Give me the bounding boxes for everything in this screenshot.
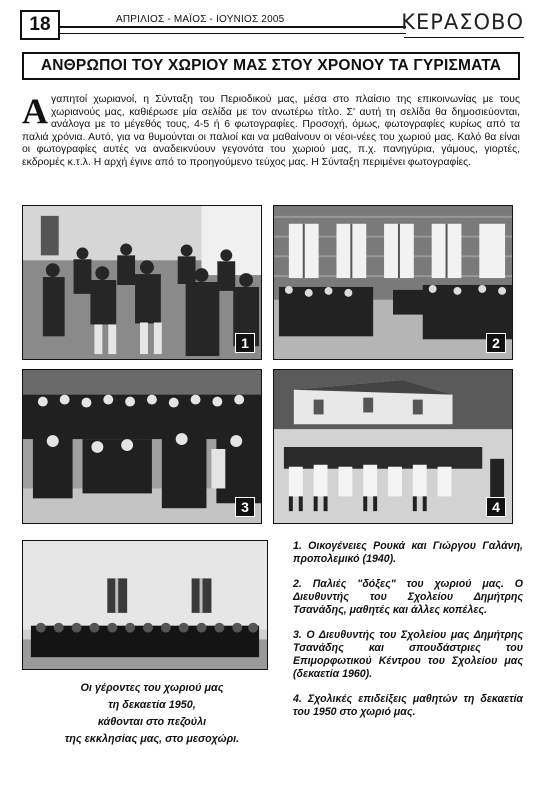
caption-4: 4. Σχολικές επιδείξεις μαθητών τη δεκαετία του 1950 στο χωριό μας. [293,693,523,718]
drop-cap: Α [22,91,48,131]
photo-2 [273,205,513,360]
masthead-rule [404,37,524,38]
photo-4-badge: 4 [486,497,506,517]
photo-1 [22,205,262,360]
header-rule-thin [56,33,406,34]
photo-3 [22,369,262,524]
photo-5-caption [30,680,274,748]
photo-captions [293,540,523,731]
photo-5-caption-line: τη δεκαετία 1950, [108,699,196,711]
photo-5-caption-line: Οι γέροντες του χωριού μας [80,682,224,694]
photo-2-image [274,206,512,359]
photo-4 [273,369,513,524]
photo-3-badge: 3 [235,497,255,517]
issue-date: ΑΠΡΙΛΙΟΣ - ΜΑΪΟΣ - ΙΟΥΝΙΟΣ 2005 [112,14,288,25]
photo-5-caption-line: κάθονται στο πεζούλι [97,716,207,728]
photo-1-badge: 1 [235,333,255,353]
photo-4-image [274,370,512,523]
photo-5-caption-line: της εκκλησίας μας, στο μεσοχώρι. [64,733,240,745]
caption-3: 3. Ο Διευθυντής του Σχολείου μας Δημήτρης Τσανάδης και σπουδάστριες του Επιμορφωτικού Κέντρου του Σχολείου μας (δεκαετία 1960). [293,629,523,680]
page-header [20,10,524,40]
photo-5-image [23,541,267,669]
photo-1-image [23,206,261,359]
photo-2-badge: 2 [486,333,506,353]
header-rule [56,26,406,28]
masthead: ΚΕΡΑΣΟΒΟ [401,10,524,34]
photo-5 [22,540,268,670]
page-number: 18 [20,10,60,40]
intro-text: γαπητοί χωριανοί, η Σύνταξη του Περιοδικού μας, μέσα στο πλαίσιο της επικοινωνίας με τους χωριανούς μας, καθιέρωσε μία σελίδα με τον ανωτέρω τίτλο. Σ' αυτή τη σελίδα θα δημοσιεύονται, ανάλογα με το μέγεθός τους, 4-5 ή 6 φωτογραφίες. Προσοχή, όμως, φωτογραφίες κυρίως από τα παλιά χρόνια. Αυτό, για να θυμούνται οι παλιοί και να μαθαίνουν οι νέοι-νέες του χωριού μας. Καλό θα είναι οι φωτογραφίες αυτές να αναδεικνύουν γεγονότα του χωριού μας, π.χ. πανηγύρια, γάμους, γιορτές, εκδρομές κ.τ.λ. Η αρχή έγινε από το προηγούμενο τεύχος μας. Η Σύνταξη περιμένει φωτογραφίες. [22,94,520,168]
photo-3-image [23,370,261,523]
caption-1: 1. Οικογένειες Ρουκά και Γιώργου Γαλάνη, προπολεμικό (1940). [293,540,523,565]
caption-2: 2. Παλιές "δόξες" του χωριού μας. Ο Διευθυντής του Σχολείου Δημήτρης Τσανάδης, μαθητές και άλλες κοπέλες. [293,578,523,616]
intro-paragraph [22,91,520,170]
article-title: ΑΝΘΡΩΠΟΙ ΤΟΥ ΧΩΡΙΟΥ ΜΑΣ ΣΤΟΥ ΧΡΟΝΟΥ ΤΑ ΓΥΡΙΣΜΑΤΑ [22,52,520,80]
